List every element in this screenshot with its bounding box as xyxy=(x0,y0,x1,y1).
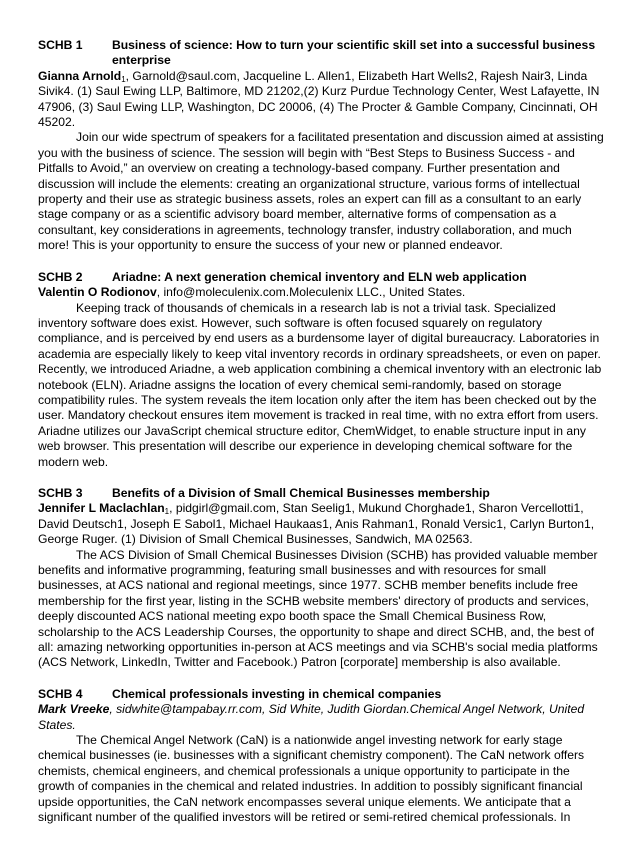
abstract-schb-3 xyxy=(38,486,604,671)
presenter-affiliation: 1 xyxy=(121,74,126,84)
abstract-title-row xyxy=(38,270,604,285)
abstract-body: The Chemical Angel Network (CaN) is a nationwide angel investing network for early stage chemical businesses (ie. businesses with a significant chemistry component). The CaN network offers chemists, chemical engineers, and chemical professionals a unique opportunity to participate in the growth of companies in the chemical and related industries. In addition to possibly significant financial upside opportunities, the CaN network encompasses several unique elements. We anticipate that a significant number of the qualified investors will be retired or semi-retired chemical professionals. In xyxy=(38,733,585,825)
abstract-schb-1 xyxy=(38,38,604,254)
presenter-name: Valentin O Rodionov xyxy=(38,285,157,300)
author-line xyxy=(38,702,604,733)
authors-affiliations: , pidgirl@gmail.com, Stan Seelig1, Mukund Chorghade1, Sharon Vercellotti1, David Deutsch1, Joseph E Sabol1, Michael Haukaas1, Anis Rahman1, Ronald Versic1, Carlyn Burton1, George Ruger. (1) Division of Small Chemical Businesses, Sandwich, MA 02563. xyxy=(38,501,595,547)
authors-affiliations: , info@moleculenix.com.Moleculenix LLC., United States. xyxy=(156,285,466,300)
abstract-title-row xyxy=(38,486,604,501)
presenter-name: Jennifer L Maclachlan xyxy=(38,501,165,516)
abstract-code: SCHB 2 xyxy=(38,269,83,284)
abstract-title: Chemical professionals investing in chemical companies xyxy=(112,686,442,701)
abstract-code: SCHB 3 xyxy=(38,485,83,500)
document-page xyxy=(38,38,604,842)
abstract-schb-4 xyxy=(38,687,604,826)
author-line xyxy=(38,501,604,547)
presenter-affiliation: 1 xyxy=(164,507,170,517)
abstract-title: Benefits of a Division of Small Chemical Businesses membership xyxy=(112,485,490,500)
presenter-name: Mark Vreeke xyxy=(38,702,110,717)
abstract-body: Keeping track of thousands of chemicals in a research lab is not a trivial task. Specialized inventory software does exist. However, such software is often focused squarely on regulatory compliance, and is perceived by end users as a burdensome layer of digital bureaucracy. Laboratories in academia are especially likely to keep vital inventory records in ordinary spreadsheets, or even on paper. Recently, we introduced Ariadne, a web application combining a chemical inventory with an electronic lab notebook (ELN). Ariadne assigns the location of every chemical semi-randomly, based on storage compatibility rules. The system reveals the item location only after the item has been checked out by the user. Mandatory checkout ensures item movement is tracked in real time, with no extra effort from users. Ariadne utilizes our JavaScript chemical structure editor, ChemWidget, to enable structure input in any web browser. This presentation will describe our experience in developing chemical software for the modern web. xyxy=(38,300,602,469)
abstract-title: Business of science: How to turn your scientific skill set into a successful business enterprise xyxy=(112,38,596,68)
author-line xyxy=(38,285,604,300)
abstract-body: The ACS Division of Small Chemical Businesses Division (SCHB) has provided valuable member benefits and informative programming, featuring small businesses and with resources for small businesses, at ACS national and regional meetings, since 1977. SCHB member benefits include free membership for the first year, listing in the SCHB website members' directory of products and services, deeply discounted ACS national meeting expo booth space the Small Chemical Business Row, scholarship to the ACS Leadership Courses, the opportunity to shape and direct SCHB, and, the best of all: amazing networking opportunities in-person at ACS meetings and via SCHB's social media platforms (ACS Network, LinkedIn, Twitter and Facebook.) Patron [corporate] membership is also available. xyxy=(38,547,598,670)
abstract-body: Join our wide spectrum of speakers for a facilitated presentation and discussion aimed at assisting you with the business of science. The session will begin with “Best Steps to Business Success - and Pitfalls to Avoid,” an overview on creating a technology-based company. Further presentation and discussion will include the elements: creating an organizational structure, various forms of intellectual property and their use as strategic business assets, roles an expert can fill as a consultant to an early stage company or as a scientific advisory board member, alternative forms of compensation as a consultant, key considerations in agreements, technology transfer, industry collaboration, and much more! This is your opportunity to ensure the success of your new or planned endeavor. xyxy=(38,130,604,253)
author-line xyxy=(38,69,604,131)
presenter-name: Gianna Arnold xyxy=(38,68,122,83)
abstract-schb-2 xyxy=(38,270,604,470)
abstract-title: Ariadne: A next generation chemical inventory and ELN web application xyxy=(112,269,527,284)
abstract-title-row xyxy=(38,687,604,702)
abstract-title-row xyxy=(38,38,604,69)
abstract-code: SCHB 4 xyxy=(38,686,83,701)
authors-affiliations: , Garnold@saul.com, Jacqueline L. Allen1, Elizabeth Hart Wells2, Rajesh Nair3, Linda Sivik4. (1) Saul Ewing LLP, Baltimore, MD 21202,(2) Kurz Purdue Technology Center, West Lafayette, IN 47906, (3) Saul Ewing LLP, Washington, DC 20006, (4) The Procter & Gamble Company, Cincinnati, OH 45202. xyxy=(38,68,600,130)
abstract-code: SCHB 1 xyxy=(38,38,83,52)
authors-affiliations: , sidwhite@tampabay.rr.com, Sid White, Judith Giordan.Chemical Angel Network, United States. xyxy=(38,702,585,732)
